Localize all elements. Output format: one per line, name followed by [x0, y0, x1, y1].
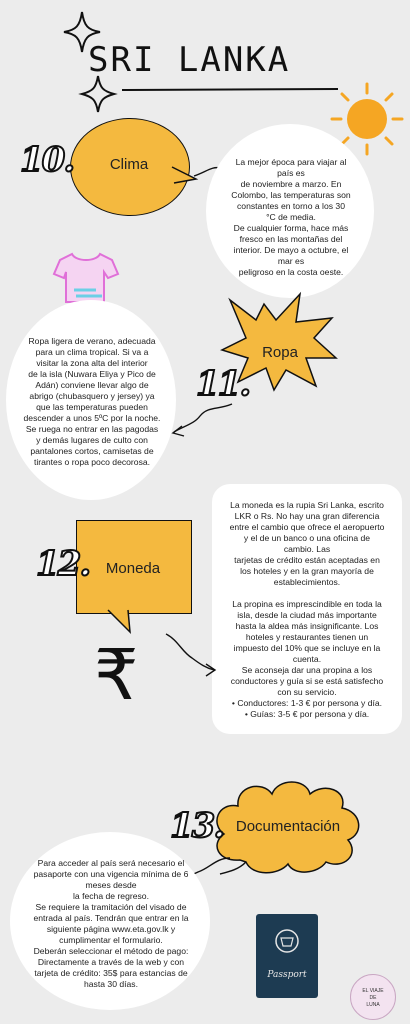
clima-text-line: mar es: [277, 256, 305, 266]
moneda-text-line: isla, desde la ciudad más importante: [237, 610, 377, 620]
passport-label: Passport: [267, 970, 307, 980]
clima-text-line: La mejor época para viajar al: [235, 157, 347, 167]
ropa-text-line: Ropa ligera de verano, adecuada: [28, 336, 156, 346]
moneda-text-line: • Conductores: 1-3 € por persona y día.: [231, 698, 383, 708]
clima-text-line: De cualquier forma, hace más: [233, 223, 349, 233]
moneda-text-line: hoteles y restaurantes tienen un: [245, 632, 369, 642]
documentacion-text-line: entrada al país. Tendrán que entrar en la: [33, 913, 189, 923]
clima-text-line: fresco en las montañas del: [239, 234, 343, 244]
documentacion-text-line: Para acceder al país será necesario el: [37, 858, 185, 868]
ropa-text-line: visitar la zona alta del interior: [36, 358, 148, 368]
ropa-text-line: abrigo (chubasquero y jersey) ya: [29, 391, 155, 401]
moneda-text-line: hasta la aldea más insignificante. Los: [235, 621, 379, 631]
ropa-text-line: para un clima tropical. Si va a: [35, 347, 149, 357]
documentacion-text-line: Deberán seleccionar el método de pago:: [33, 946, 189, 956]
moneda-text: [214, 500, 400, 720]
moneda-text-line: cuenta.: [292, 654, 322, 664]
moneda-text-line: entre el cambio que ofrece el aeropuerto: [229, 522, 385, 532]
documentacion-text-line: cumplimentar el formulario.: [59, 935, 163, 945]
moneda-text-line: tarjetas de crédito están aceptadas en: [234, 555, 380, 565]
logo-badge: [350, 974, 396, 1020]
clima-text-line: de noviembre a marzo. En: [240, 179, 342, 189]
ropa-text-line: Adán) conviene llevar algo de: [35, 380, 149, 390]
clima-text-line: peligroso en la costa oeste.: [238, 267, 344, 277]
documentacion-text-line: tarjeta de crédito: 35$ para estancias de: [34, 968, 188, 978]
moneda-text-line: con su servicio.: [277, 687, 337, 697]
clima-text: [220, 157, 362, 278]
ropa-text-line: Se ruega no entrar en las pagodas: [25, 424, 159, 434]
documentacion-text-line: la fecha de regreso.: [73, 891, 149, 901]
documentacion-text-line: hasta 30 días.: [84, 979, 138, 989]
moneda-text-line: impuesto del 10% que se incluye en la: [233, 643, 381, 653]
arrow-ropa: [168, 400, 236, 440]
ropa-text-line: descender a unos 5ºC por la noche.: [23, 413, 161, 423]
badge-line-2: DE: [369, 995, 377, 1001]
moneda-text-line: La propina es imprescindible en toda la: [232, 599, 382, 609]
moneda-label: Moneda: [105, 560, 161, 577]
clima-text-line: Colombo, las temperaturas son: [231, 190, 351, 200]
moneda-text-line: La moneda es la rupia Sri Lanka, escrito: [230, 500, 384, 510]
ropa-text-line: que las temperaturas pueden: [36, 402, 148, 412]
documentacion-text-line: pasaporte con una vigencia mínima de 6: [33, 869, 189, 879]
documentacion-text-line: meses desde: [85, 880, 137, 890]
clima-text-line: interior. De mayo a octubre, el: [233, 245, 349, 255]
section-number-10: 10.: [20, 140, 74, 180]
sparkle-small-icon: [80, 74, 116, 114]
moneda-text-line: [214, 588, 400, 599]
passport-emblem-icon: [272, 926, 302, 956]
section-number-12: 12.: [36, 544, 90, 584]
documentacion-label: Documentación: [235, 818, 341, 835]
moneda-text-line: cambio. Las: [283, 544, 331, 554]
ropa-label: Ropa: [262, 344, 298, 361]
passport-icon: [256, 914, 318, 998]
title-underline: [120, 86, 340, 94]
page-title: SRI LANKA: [88, 40, 291, 80]
ropa-text-line: tirantes o ropa poco decorosa.: [33, 457, 151, 467]
moneda-text-line: establecimientos.: [273, 577, 341, 587]
documentacion-text-line: Se requiere la tramitación del visado de: [35, 902, 187, 912]
clima-label: Clima: [109, 156, 149, 173]
documentacion-text-line: siguiente página www.eta.gov.lk y: [46, 924, 176, 934]
moneda-text-line: y el de un banco o una oficina de: [243, 533, 371, 543]
documentacion-text: [22, 858, 200, 990]
moneda-text-line: Se aconseja dar una propina a los: [241, 665, 373, 675]
badge-line-1: EL VIAJE: [362, 988, 384, 994]
badge-line-3: LUNA: [366, 1002, 380, 1008]
moneda-text-line: conductores y guía si se está satisfecho: [230, 676, 384, 686]
ropa-text-line: y demás lugares de culto con: [36, 435, 148, 445]
moneda-text-line: • Guías: 3-5 € por persona y día.: [244, 709, 370, 719]
ropa-text-line: pantalones cortos, camisetas de: [30, 446, 154, 456]
section-number-11: 11.: [196, 364, 250, 404]
documentacion-text-line: Directamente a través de la web y con: [37, 957, 185, 967]
clima-text-line: °C de media.: [266, 212, 316, 222]
clima-text-line: constantes en torno a los 30: [237, 201, 345, 211]
section-number-13: 13.: [170, 806, 224, 846]
arrow-moneda: [162, 630, 220, 678]
rupee-icon: ₹: [94, 634, 139, 716]
moneda-text-line: los hoteles y en la gran mayoría de: [240, 566, 374, 576]
ropa-text: [14, 336, 170, 468]
ropa-text-line: de la isla (Nuwara Eliya y Pico de: [28, 369, 156, 379]
moneda-text-line: LKR o Rs. No hay una gran diferencia: [234, 511, 380, 521]
clima-text-line: país es: [277, 168, 305, 178]
